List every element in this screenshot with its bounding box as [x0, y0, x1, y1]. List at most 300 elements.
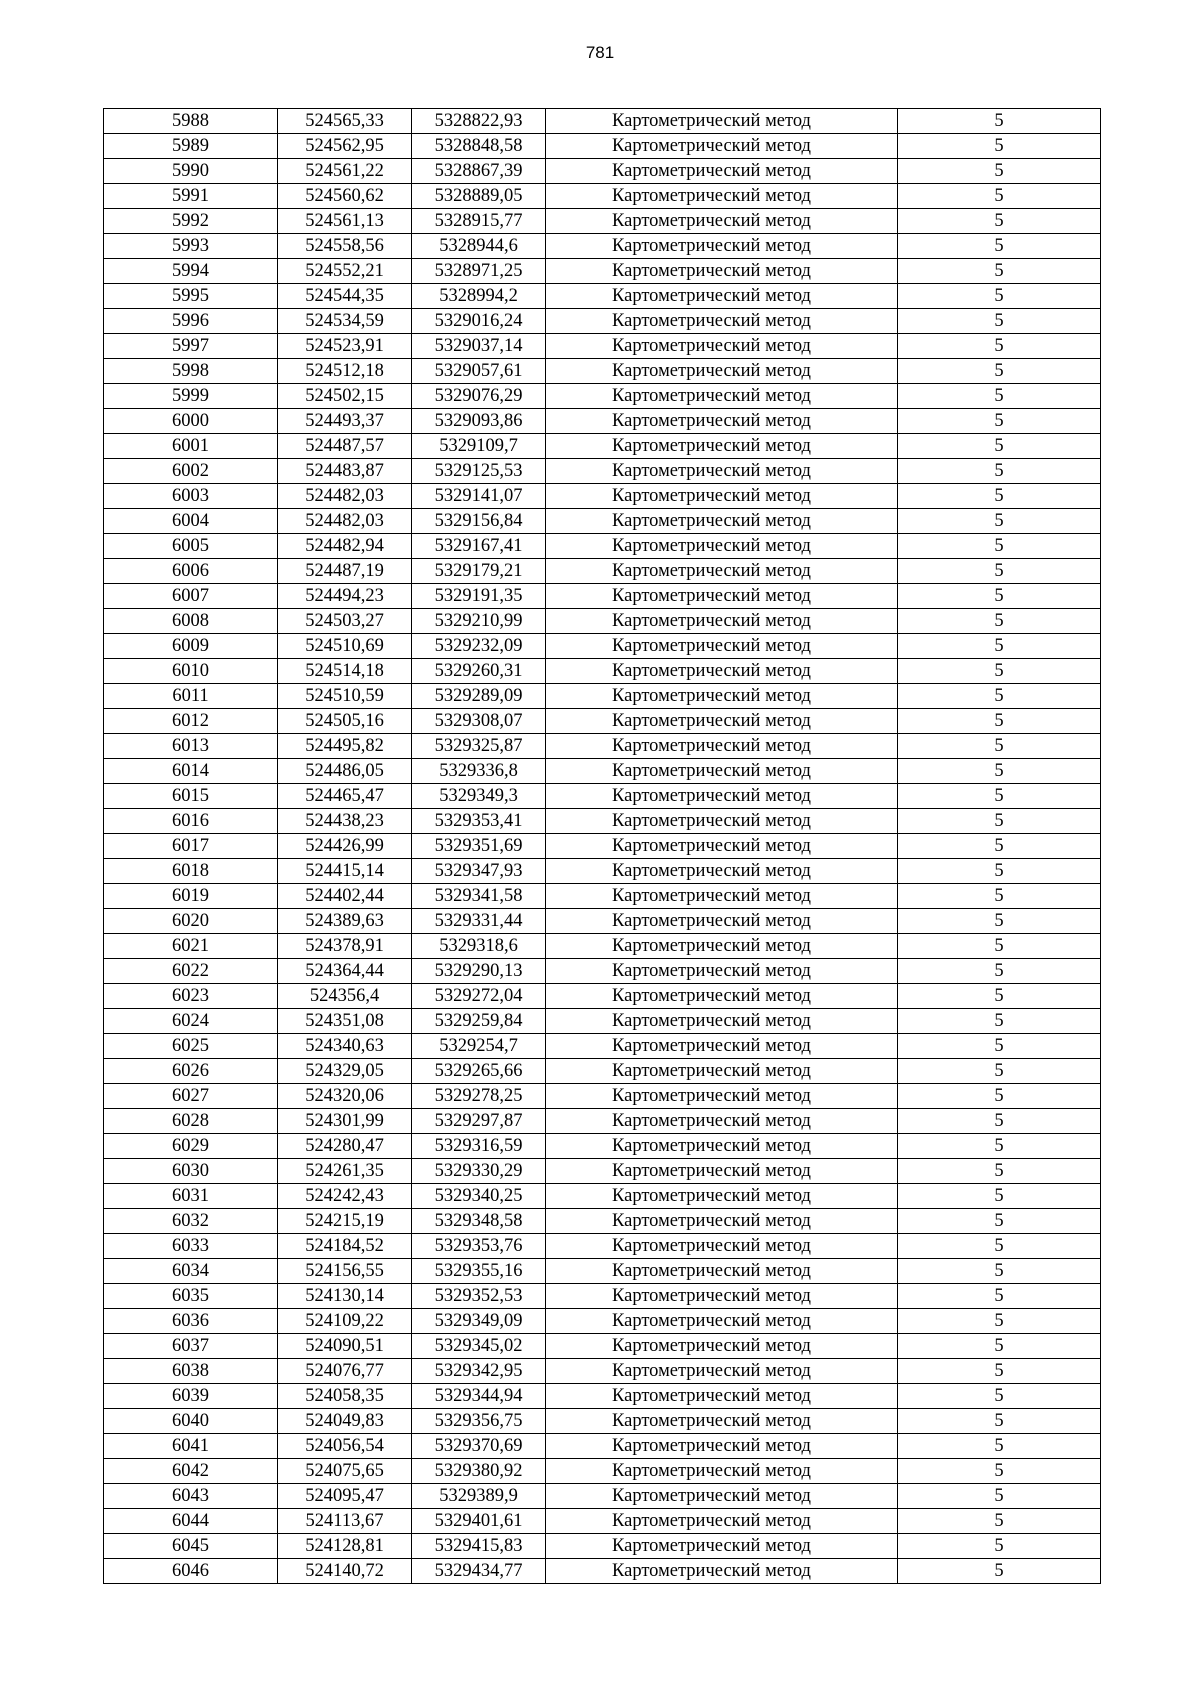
y-coordinate-cell: 5329355,16 [412, 1259, 546, 1284]
accuracy-cell: 5 [898, 734, 1101, 759]
point-number-cell: 6005 [104, 534, 278, 559]
method-cell: Картометрический метод [546, 1084, 898, 1109]
method-cell: Картометрический метод [546, 409, 898, 434]
point-number-cell: 6044 [104, 1509, 278, 1534]
accuracy-cell: 5 [898, 509, 1101, 534]
y-coordinate-cell: 5328822,93 [412, 109, 546, 134]
point-number-cell: 6029 [104, 1134, 278, 1159]
table-row [104, 884, 1101, 909]
point-number-cell: 5990 [104, 159, 278, 184]
y-coordinate-cell: 5329037,14 [412, 334, 546, 359]
x-coordinate-cell: 524483,87 [278, 459, 412, 484]
point-number-cell: 5996 [104, 309, 278, 334]
point-number-cell: 6006 [104, 559, 278, 584]
accuracy-cell: 5 [898, 434, 1101, 459]
accuracy-cell: 5 [898, 1034, 1101, 1059]
y-coordinate-cell: 5329265,66 [412, 1059, 546, 1084]
x-coordinate-cell: 524389,63 [278, 909, 412, 934]
point-number-cell: 6011 [104, 684, 278, 709]
y-coordinate-cell: 5328867,39 [412, 159, 546, 184]
accuracy-cell: 5 [898, 809, 1101, 834]
method-cell: Картометрический метод [546, 1209, 898, 1234]
y-coordinate-cell: 5328994,2 [412, 284, 546, 309]
point-number-cell: 6010 [104, 659, 278, 684]
accuracy-cell: 5 [898, 1459, 1101, 1484]
point-number-cell: 6032 [104, 1209, 278, 1234]
x-coordinate-cell: 524076,77 [278, 1359, 412, 1384]
accuracy-cell: 5 [898, 459, 1101, 484]
point-number-cell: 6045 [104, 1534, 278, 1559]
method-cell: Картометрический метод [546, 209, 898, 234]
accuracy-cell: 5 [898, 759, 1101, 784]
y-coordinate-cell: 5329308,07 [412, 709, 546, 734]
method-cell: Картометрический метод [546, 909, 898, 934]
table-row [104, 284, 1101, 309]
method-cell: Картометрический метод [546, 1284, 898, 1309]
x-coordinate-cell: 524486,05 [278, 759, 412, 784]
method-cell: Картометрический метод [546, 1059, 898, 1084]
y-coordinate-cell: 5329125,53 [412, 459, 546, 484]
y-coordinate-cell: 5329351,69 [412, 834, 546, 859]
y-coordinate-cell: 5329254,7 [412, 1034, 546, 1059]
accuracy-cell: 5 [898, 384, 1101, 409]
x-coordinate-cell: 524438,23 [278, 809, 412, 834]
accuracy-cell: 5 [898, 1434, 1101, 1459]
method-cell: Картометрический метод [546, 784, 898, 809]
method-cell: Картометрический метод [546, 384, 898, 409]
point-number-cell: 6041 [104, 1434, 278, 1459]
x-coordinate-cell: 524351,08 [278, 1009, 412, 1034]
method-cell: Картометрический метод [546, 1559, 898, 1584]
point-number-cell: 5998 [104, 359, 278, 384]
accuracy-cell: 5 [898, 1259, 1101, 1284]
accuracy-cell: 5 [898, 1159, 1101, 1184]
x-coordinate-cell: 524049,83 [278, 1409, 412, 1434]
table-row [104, 159, 1101, 184]
table-row [104, 384, 1101, 409]
accuracy-cell: 5 [898, 959, 1101, 984]
point-number-cell: 6024 [104, 1009, 278, 1034]
method-cell: Картометрический метод [546, 359, 898, 384]
y-coordinate-cell: 5329260,31 [412, 659, 546, 684]
y-coordinate-cell: 5329344,94 [412, 1384, 546, 1409]
method-cell: Картометрический метод [546, 1334, 898, 1359]
table-row [104, 809, 1101, 834]
method-cell: Картометрический метод [546, 1159, 898, 1184]
method-cell: Картометрический метод [546, 984, 898, 1009]
x-coordinate-cell: 524565,33 [278, 109, 412, 134]
accuracy-cell: 5 [898, 1134, 1101, 1159]
x-coordinate-cell: 524364,44 [278, 959, 412, 984]
y-coordinate-cell: 5329272,04 [412, 984, 546, 1009]
point-number-cell: 5993 [104, 234, 278, 259]
point-number-cell: 6018 [104, 859, 278, 884]
table-row [104, 959, 1101, 984]
x-coordinate-cell: 524215,19 [278, 1209, 412, 1234]
point-number-cell: 6017 [104, 834, 278, 859]
x-coordinate-cell: 524329,05 [278, 1059, 412, 1084]
x-coordinate-cell: 524487,57 [278, 434, 412, 459]
y-coordinate-cell: 5329076,29 [412, 384, 546, 409]
table-row [104, 859, 1101, 884]
method-cell: Картометрический метод [546, 834, 898, 859]
accuracy-cell: 5 [898, 1184, 1101, 1209]
method-cell: Картометрический метод [546, 684, 898, 709]
x-coordinate-cell: 524140,72 [278, 1559, 412, 1584]
accuracy-cell: 5 [898, 684, 1101, 709]
x-coordinate-cell: 524560,62 [278, 184, 412, 209]
accuracy-cell: 5 [898, 134, 1101, 159]
method-cell: Картометрический метод [546, 759, 898, 784]
x-coordinate-cell: 524512,18 [278, 359, 412, 384]
table-row [104, 1459, 1101, 1484]
table-row [104, 1109, 1101, 1134]
accuracy-cell: 5 [898, 1384, 1101, 1409]
x-coordinate-cell: 524502,15 [278, 384, 412, 409]
method-cell: Картометрический метод [546, 284, 898, 309]
method-cell: Картометрический метод [546, 234, 898, 259]
coordinates-table [103, 108, 1101, 1584]
y-coordinate-cell: 5329316,59 [412, 1134, 546, 1159]
coordinates-table-body [104, 109, 1101, 1584]
accuracy-cell: 5 [898, 1209, 1101, 1234]
point-number-cell: 6014 [104, 759, 278, 784]
method-cell: Картометрический метод [546, 959, 898, 984]
table-row [104, 834, 1101, 859]
point-number-cell: 6022 [104, 959, 278, 984]
accuracy-cell: 5 [898, 884, 1101, 909]
method-cell: Картометрический метод [546, 709, 898, 734]
x-coordinate-cell: 524301,99 [278, 1109, 412, 1134]
point-number-cell: 6001 [104, 434, 278, 459]
accuracy-cell: 5 [898, 659, 1101, 684]
accuracy-cell: 5 [898, 1334, 1101, 1359]
x-coordinate-cell: 524109,22 [278, 1309, 412, 1334]
y-coordinate-cell: 5329348,58 [412, 1209, 546, 1234]
table-row [104, 784, 1101, 809]
y-coordinate-cell: 5329356,75 [412, 1409, 546, 1434]
accuracy-cell: 5 [898, 584, 1101, 609]
table-row [104, 1484, 1101, 1509]
accuracy-cell: 5 [898, 1509, 1101, 1534]
x-coordinate-cell: 524510,69 [278, 634, 412, 659]
table-row [104, 309, 1101, 334]
point-number-cell: 6002 [104, 459, 278, 484]
method-cell: Картометрический метод [546, 159, 898, 184]
point-number-cell: 6009 [104, 634, 278, 659]
accuracy-cell: 5 [898, 109, 1101, 134]
point-number-cell: 6019 [104, 884, 278, 909]
method-cell: Картометрический метод [546, 1409, 898, 1434]
x-coordinate-cell: 524552,21 [278, 259, 412, 284]
point-number-cell: 6034 [104, 1259, 278, 1284]
y-coordinate-cell: 5329179,21 [412, 559, 546, 584]
point-number-cell: 5999 [104, 384, 278, 409]
accuracy-cell: 5 [898, 1484, 1101, 1509]
accuracy-cell: 5 [898, 834, 1101, 859]
y-coordinate-cell: 5329340,25 [412, 1184, 546, 1209]
x-coordinate-cell: 524514,18 [278, 659, 412, 684]
x-coordinate-cell: 524056,54 [278, 1434, 412, 1459]
accuracy-cell: 5 [898, 859, 1101, 884]
accuracy-cell: 5 [898, 1059, 1101, 1084]
accuracy-cell: 5 [898, 909, 1101, 934]
x-coordinate-cell: 524356,4 [278, 984, 412, 1009]
method-cell: Картометрический метод [546, 1109, 898, 1134]
x-coordinate-cell: 524378,91 [278, 934, 412, 959]
table-row [104, 734, 1101, 759]
accuracy-cell: 5 [898, 309, 1101, 334]
point-number-cell: 6038 [104, 1359, 278, 1384]
x-coordinate-cell: 524510,59 [278, 684, 412, 709]
accuracy-cell: 5 [898, 634, 1101, 659]
accuracy-cell: 5 [898, 159, 1101, 184]
y-coordinate-cell: 5329156,84 [412, 509, 546, 534]
y-coordinate-cell: 5329141,07 [412, 484, 546, 509]
table-row [104, 1434, 1101, 1459]
y-coordinate-cell: 5329353,76 [412, 1234, 546, 1259]
table-row [104, 584, 1101, 609]
table-row [104, 984, 1101, 1009]
x-coordinate-cell: 524482,94 [278, 534, 412, 559]
method-cell: Картометрический метод [546, 1009, 898, 1034]
y-coordinate-cell: 5328848,58 [412, 134, 546, 159]
table-row [104, 934, 1101, 959]
table-row [104, 534, 1101, 559]
table-row [104, 684, 1101, 709]
y-coordinate-cell: 5329345,02 [412, 1334, 546, 1359]
point-number-cell: 6036 [104, 1309, 278, 1334]
point-number-cell: 6021 [104, 934, 278, 959]
y-coordinate-cell: 5329191,35 [412, 584, 546, 609]
method-cell: Картометрический метод [546, 1359, 898, 1384]
x-coordinate-cell: 524426,99 [278, 834, 412, 859]
table-row [104, 1259, 1101, 1284]
table-row [104, 1009, 1101, 1034]
x-coordinate-cell: 524261,35 [278, 1159, 412, 1184]
page-number: 781 [585, 43, 615, 62]
point-number-cell: 5988 [104, 109, 278, 134]
accuracy-cell: 5 [898, 1284, 1101, 1309]
x-coordinate-cell: 524320,06 [278, 1084, 412, 1109]
method-cell: Картометрический метод [546, 1309, 898, 1334]
y-coordinate-cell: 5329210,99 [412, 609, 546, 634]
point-number-cell: 6031 [104, 1184, 278, 1209]
x-coordinate-cell: 524494,23 [278, 584, 412, 609]
y-coordinate-cell: 5329093,86 [412, 409, 546, 434]
method-cell: Картометрический метод [546, 1534, 898, 1559]
table-row [104, 1209, 1101, 1234]
point-number-cell: 6046 [104, 1559, 278, 1584]
point-number-cell: 6026 [104, 1059, 278, 1084]
y-coordinate-cell: 5329370,69 [412, 1434, 546, 1459]
accuracy-cell: 5 [898, 234, 1101, 259]
accuracy-cell: 5 [898, 484, 1101, 509]
x-coordinate-cell: 524128,81 [278, 1534, 412, 1559]
point-number-cell: 6020 [104, 909, 278, 934]
method-cell: Картометрический метод [546, 934, 898, 959]
point-number-cell: 6039 [104, 1384, 278, 1409]
method-cell: Картометрический метод [546, 459, 898, 484]
point-number-cell: 6030 [104, 1159, 278, 1184]
method-cell: Картометрический метод [546, 734, 898, 759]
accuracy-cell: 5 [898, 1009, 1101, 1034]
table-row [104, 409, 1101, 434]
y-coordinate-cell: 5329331,44 [412, 909, 546, 934]
y-coordinate-cell: 5328889,05 [412, 184, 546, 209]
x-coordinate-cell: 524242,43 [278, 1184, 412, 1209]
table-row [104, 559, 1101, 584]
x-coordinate-cell: 524562,95 [278, 134, 412, 159]
y-coordinate-cell: 5329415,83 [412, 1534, 546, 1559]
method-cell: Картометрический метод [546, 1434, 898, 1459]
table-row [104, 1309, 1101, 1334]
method-cell: Картометрический метод [546, 484, 898, 509]
point-number-cell: 6004 [104, 509, 278, 534]
accuracy-cell: 5 [898, 784, 1101, 809]
accuracy-cell: 5 [898, 934, 1101, 959]
y-coordinate-cell: 5329401,61 [412, 1509, 546, 1534]
y-coordinate-cell: 5329434,77 [412, 1559, 546, 1584]
method-cell: Картометрический метод [546, 1459, 898, 1484]
x-coordinate-cell: 524523,91 [278, 334, 412, 359]
x-coordinate-cell: 524415,14 [278, 859, 412, 884]
x-coordinate-cell: 524487,19 [278, 559, 412, 584]
table-row [104, 1059, 1101, 1084]
point-number-cell: 6028 [104, 1109, 278, 1134]
y-coordinate-cell: 5329380,92 [412, 1459, 546, 1484]
x-coordinate-cell: 524495,82 [278, 734, 412, 759]
method-cell: Картометрический метод [546, 534, 898, 559]
y-coordinate-cell: 5329297,87 [412, 1109, 546, 1134]
point-number-cell: 6040 [104, 1409, 278, 1434]
table-row [104, 1384, 1101, 1409]
table-row [104, 1134, 1101, 1159]
table-row [104, 1034, 1101, 1059]
method-cell: Картометрический метод [546, 1509, 898, 1534]
x-coordinate-cell: 524095,47 [278, 1484, 412, 1509]
point-number-cell: 6013 [104, 734, 278, 759]
method-cell: Картометрический метод [546, 609, 898, 634]
method-cell: Картометрический метод [546, 434, 898, 459]
table-row [104, 909, 1101, 934]
point-number-cell: 5994 [104, 259, 278, 284]
x-coordinate-cell: 524503,27 [278, 609, 412, 634]
accuracy-cell: 5 [898, 184, 1101, 209]
table-row [104, 134, 1101, 159]
y-coordinate-cell: 5329057,61 [412, 359, 546, 384]
table-row [104, 1359, 1101, 1384]
table-row [104, 234, 1101, 259]
method-cell: Картометрический метод [546, 559, 898, 584]
method-cell: Картометрический метод [546, 1234, 898, 1259]
x-coordinate-cell: 524090,51 [278, 1334, 412, 1359]
x-coordinate-cell: 524482,03 [278, 509, 412, 534]
y-coordinate-cell: 5329167,41 [412, 534, 546, 559]
point-number-cell: 5997 [104, 334, 278, 359]
table-row [104, 1334, 1101, 1359]
method-cell: Картометрический метод [546, 134, 898, 159]
table-row [104, 1509, 1101, 1534]
y-coordinate-cell: 5329289,09 [412, 684, 546, 709]
x-coordinate-cell: 524280,47 [278, 1134, 412, 1159]
x-coordinate-cell: 524075,65 [278, 1459, 412, 1484]
table-row [104, 1159, 1101, 1184]
point-number-cell: 5995 [104, 284, 278, 309]
accuracy-cell: 5 [898, 1309, 1101, 1334]
table-row [104, 1534, 1101, 1559]
point-number-cell: 6033 [104, 1234, 278, 1259]
table-row [104, 184, 1101, 209]
x-coordinate-cell: 524561,22 [278, 159, 412, 184]
y-coordinate-cell: 5329349,3 [412, 784, 546, 809]
point-number-cell: 6003 [104, 484, 278, 509]
table-row [104, 1184, 1101, 1209]
y-coordinate-cell: 5329352,53 [412, 1284, 546, 1309]
y-coordinate-cell: 5329325,87 [412, 734, 546, 759]
x-coordinate-cell: 524058,35 [278, 1384, 412, 1409]
x-coordinate-cell: 524184,52 [278, 1234, 412, 1259]
table-row [104, 1409, 1101, 1434]
table-row [104, 484, 1101, 509]
x-coordinate-cell: 524465,47 [278, 784, 412, 809]
accuracy-cell: 5 [898, 1409, 1101, 1434]
point-number-cell: 6037 [104, 1334, 278, 1359]
accuracy-cell: 5 [898, 559, 1101, 584]
point-number-cell: 5989 [104, 134, 278, 159]
accuracy-cell: 5 [898, 209, 1101, 234]
y-coordinate-cell: 5329347,93 [412, 859, 546, 884]
table-row [104, 659, 1101, 684]
point-number-cell: 6008 [104, 609, 278, 634]
y-coordinate-cell: 5329336,8 [412, 759, 546, 784]
accuracy-cell: 5 [898, 1084, 1101, 1109]
y-coordinate-cell: 5328944,6 [412, 234, 546, 259]
table-row [104, 634, 1101, 659]
x-coordinate-cell: 524340,63 [278, 1034, 412, 1059]
point-number-cell: 6042 [104, 1459, 278, 1484]
point-number-cell: 6016 [104, 809, 278, 834]
table-row [104, 1084, 1101, 1109]
method-cell: Картометрический метод [546, 884, 898, 909]
accuracy-cell: 5 [898, 1234, 1101, 1259]
point-number-cell: 6027 [104, 1084, 278, 1109]
table-row [104, 359, 1101, 384]
y-coordinate-cell: 5329342,95 [412, 1359, 546, 1384]
accuracy-cell: 5 [898, 259, 1101, 284]
table-row [104, 209, 1101, 234]
y-coordinate-cell: 5329290,13 [412, 959, 546, 984]
method-cell: Картометрический метод [546, 634, 898, 659]
x-coordinate-cell: 524130,14 [278, 1284, 412, 1309]
accuracy-cell: 5 [898, 534, 1101, 559]
method-cell: Картометрический метод [546, 1259, 898, 1284]
x-coordinate-cell: 524534,59 [278, 309, 412, 334]
y-coordinate-cell: 5328915,77 [412, 209, 546, 234]
method-cell: Картометрический метод [546, 1134, 898, 1159]
y-coordinate-cell: 5329232,09 [412, 634, 546, 659]
method-cell: Картометрический метод [546, 584, 898, 609]
table-row [104, 1234, 1101, 1259]
accuracy-cell: 5 [898, 1109, 1101, 1134]
point-number-cell: 5992 [104, 209, 278, 234]
point-number-cell: 6025 [104, 1034, 278, 1059]
method-cell: Картометрический метод [546, 309, 898, 334]
x-coordinate-cell: 524544,35 [278, 284, 412, 309]
accuracy-cell: 5 [898, 409, 1101, 434]
accuracy-cell: 5 [898, 984, 1101, 1009]
table-row [104, 709, 1101, 734]
